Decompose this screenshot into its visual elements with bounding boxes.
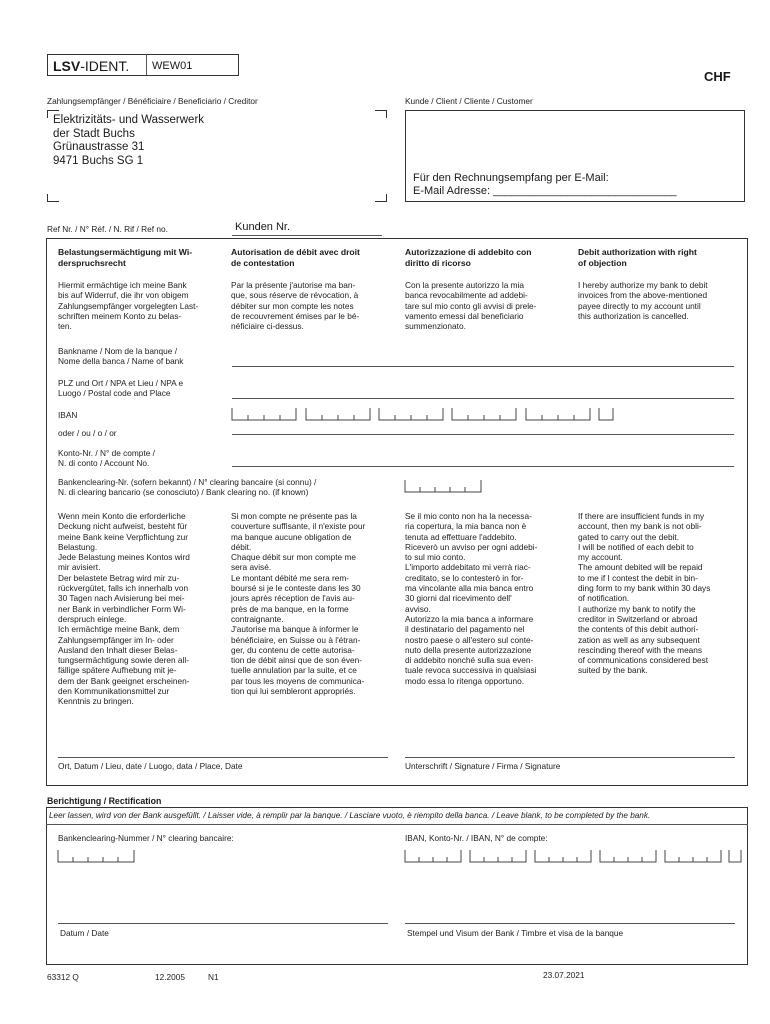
rect-date-label: Datum / Date bbox=[60, 928, 109, 938]
signature-label: Unterschrift / Signature / Firma / Signature bbox=[405, 761, 561, 771]
lsv-ident-divider bbox=[146, 54, 147, 75]
konto-line[interactable] bbox=[232, 466, 734, 467]
terms-de: Wenn mein Konto die erforderliche Deckung nicht aufweist, besteht für meine Bank keine Verpflichtung zur Belastung. Jede Belastung meines Kontos wird mir avisiert. Der belastete Betrag wird mir zu- rückvergütet, falls ich innerhalb von 30 Tagen nach Avisierung bei mei- ner Bank in verbindlicher Form Wi- derspruch einlege. Ich ermächtige meine Bank, dem Zahlungsempfänger im In- oder Ausland den Inhalt dieser Belas- tungsermächtigung sowie deren all- fällige spätere Aufhebung mit je- dem der Bank geeignet erscheinen- den Kommunikationsmittel zur Kenntnis zu bringen. bbox=[58, 511, 190, 707]
intro-fr: Par la présente j'autorise ma ban- que, sous réserve de révocation, à débiter sur mon compte les notes de recouvrement émises par le bé- néficiaire ci-dessus. bbox=[231, 280, 360, 332]
rect-iban-cells[interactable] bbox=[403, 846, 743, 868]
intro-en: I hereby authorize my bank to debit invoices from the above-mentioned payee directly to my account until this authorization is cancelled. bbox=[578, 280, 708, 321]
rect-date-line[interactable] bbox=[58, 923, 388, 924]
signature-line[interactable] bbox=[405, 757, 735, 758]
refno-value[interactable]: Kunden Nr. bbox=[235, 221, 291, 233]
intro-de: Hiermit ermächtige ich meine Bank bis auf Widerruf, die ihr von obigem Zahlungsempfänger vorgelegten Last- schriften meinem Konto zu belas- ten. bbox=[58, 280, 199, 332]
creditor-line: der Stadt Buchs bbox=[53, 127, 135, 140]
creditor-address bbox=[53, 114, 204, 168]
rectification-title: Berichtigung / Rectification bbox=[47, 796, 162, 806]
lsv-rest: -IDENT. bbox=[80, 58, 130, 74]
iban-or-label: oder / ou / o / or bbox=[58, 428, 117, 438]
clearing-label: Bankenclearing-Nr. (sofern bekannt) / N° clearing bancaire (si connu) / N. di clearing bancario (se conosciuto) / Bank clearing no. (if known) bbox=[58, 477, 317, 498]
print-date: 23.07.2021 bbox=[543, 970, 585, 980]
form-number: 63312 Q bbox=[47, 972, 79, 982]
rect-clearing-cells[interactable] bbox=[56, 846, 136, 868]
lsv-ident-value[interactable]: WEW01 bbox=[152, 60, 193, 72]
lsv-bold: LSV bbox=[53, 58, 81, 74]
form-n: N1 bbox=[208, 972, 219, 982]
plz-line[interactable] bbox=[232, 398, 734, 399]
bankname-line[interactable] bbox=[232, 366, 734, 367]
refno-label: Ref Nr. / N° Réf. / N. Rif / Ref no. bbox=[47, 224, 168, 234]
heading-de: Belastungsermächtigung mit Wi- derspruchsrecht bbox=[58, 247, 193, 268]
currency-label: CHF bbox=[704, 69, 731, 84]
heading-en: Debit authorization with right of objection bbox=[578, 247, 697, 268]
email-prompt: Für den Rechnungsempfang per E-Mail: bbox=[413, 172, 609, 184]
iban-input-cells[interactable] bbox=[230, 404, 615, 426]
terms-en: If there are insufficient funds in my account, then my bank is not obli- gated to carry out the debit. I will be notified of each debit to my account. The amount debited will be repaid to me if I contest the debit in bin- ding form to my bank within 30 days of notification. I authorize my bank to notify the creditor in Switzerland or abroad the contents of this debit authori- zation as well as any subsequent rescinding thereof with the means of communications considered best suited by the bank. bbox=[578, 511, 711, 676]
lsv-ident-label bbox=[53, 58, 129, 74]
terms-fr: Si mon compte ne présente pas la couverture suffisante, il n'existe pour ma banque aucune obligation de débit. Chaque débit sur mon compte me sera avisé. Le montant débité me sera rem- boursé si je le conteste dans les 30 jours après réception de l'avis au- près de ma banque, en la forme contraignante. J'autorise ma banque à informer le bénéficiaire, en Suisse ou à l'étran- ger, du contenu de cette autorisa- tion de débit ainsi que de son éven- tuelle annulation par la suite, et ce par tous les moyens de communica- tion qui lui sembleront appropriés. bbox=[231, 511, 366, 697]
creditor-label: Zahlungsempfänger / Bénéficiaire / Beneficiario / Creditor bbox=[47, 96, 258, 106]
konto-label: Konto-Nr. / N° de compte / N. di conto / Account No. bbox=[58, 448, 155, 469]
corner-mark-tr bbox=[375, 110, 387, 118]
customer-label: Kunde / Client / Cliente / Customer bbox=[405, 96, 533, 106]
refno-underline bbox=[232, 235, 382, 236]
creditor-line: 9471 Buchs SG 1 bbox=[53, 154, 144, 167]
terms-it: Se il mio conto non ha la necessa- ria copertura, la mia banca non è tenuta ad effettuare l'addebito. Riceverò un avviso per ogni addebi- to sul mio conto. L'importo addebitato mi verrà riac- creditato, se lo contesterò in for- ma vincolante alla mia banca entro 30 giorni dal ricevimento dell' avviso. Autorizzo la mia banca a informare il destinatario del pagamento nel nostro paese o all'estero sul conte- nuto della presente autorizzazione di addebito nonché sulla sua even- tuale revoca successiva in qualsiasi modo essa lo ritenga opportuno. bbox=[405, 511, 538, 686]
plz-label: PLZ und Ort / NPA et Lieu / NPA e Luogo / Postal code and Place bbox=[58, 378, 184, 399]
iban-label: IBAN bbox=[58, 410, 78, 420]
corner-mark-br bbox=[375, 194, 387, 202]
rectification-note: Leer lassen, wird von der Bank ausgefüllt. / Laisser vide, à remplir par la banque. / Lasciare vuoto, è riempito della banca. / Leave blank, to be completed by the bank. bbox=[49, 811, 651, 820]
rectification-note-divider bbox=[46, 824, 748, 825]
heading-it: Autorizzazione di addebito con diritto di ricorso bbox=[405, 247, 532, 268]
email-field[interactable]: E-Mail Adresse: ______________________________ bbox=[413, 185, 677, 197]
place-date-label: Ort, Datum / Lieu, date / Luogo, data / Place, Date bbox=[58, 761, 243, 771]
heading-fr: Autorisation de débit avec droit de contestation bbox=[231, 247, 360, 268]
bankname-label: Bankname / Nom de la banque / Nome della banca / Name of bank bbox=[58, 346, 184, 367]
rect-iban-label: IBAN, Konto-Nr. / IBAN, N° de compte: bbox=[405, 833, 548, 843]
rectification-box bbox=[46, 807, 748, 965]
form-version: 12.2005 bbox=[155, 972, 185, 982]
place-date-line[interactable] bbox=[58, 757, 388, 758]
intro-it: Con la presente autorizzo la mia banca revocabilmente ad addebi- tare sul mio conto gli avvisi di prele- vamento emessi dal beneficiario summenzionato. bbox=[405, 280, 537, 332]
clearing-input-cells[interactable] bbox=[403, 476, 483, 498]
iban-line bbox=[232, 434, 734, 435]
creditor-line: Elektrizitäts- und Wasserwerk bbox=[53, 114, 205, 126]
rect-stamp-line[interactable] bbox=[405, 923, 735, 924]
corner-mark-bl bbox=[47, 194, 59, 202]
creditor-line: Grünaustrasse 31 bbox=[53, 141, 145, 153]
rect-stamp-label: Stempel und Visum der Bank / Timbre et visa de la banque bbox=[407, 928, 624, 938]
rect-clearing-label: Bankenclearing-Nummer / N° clearing bancaire: bbox=[58, 833, 234, 843]
